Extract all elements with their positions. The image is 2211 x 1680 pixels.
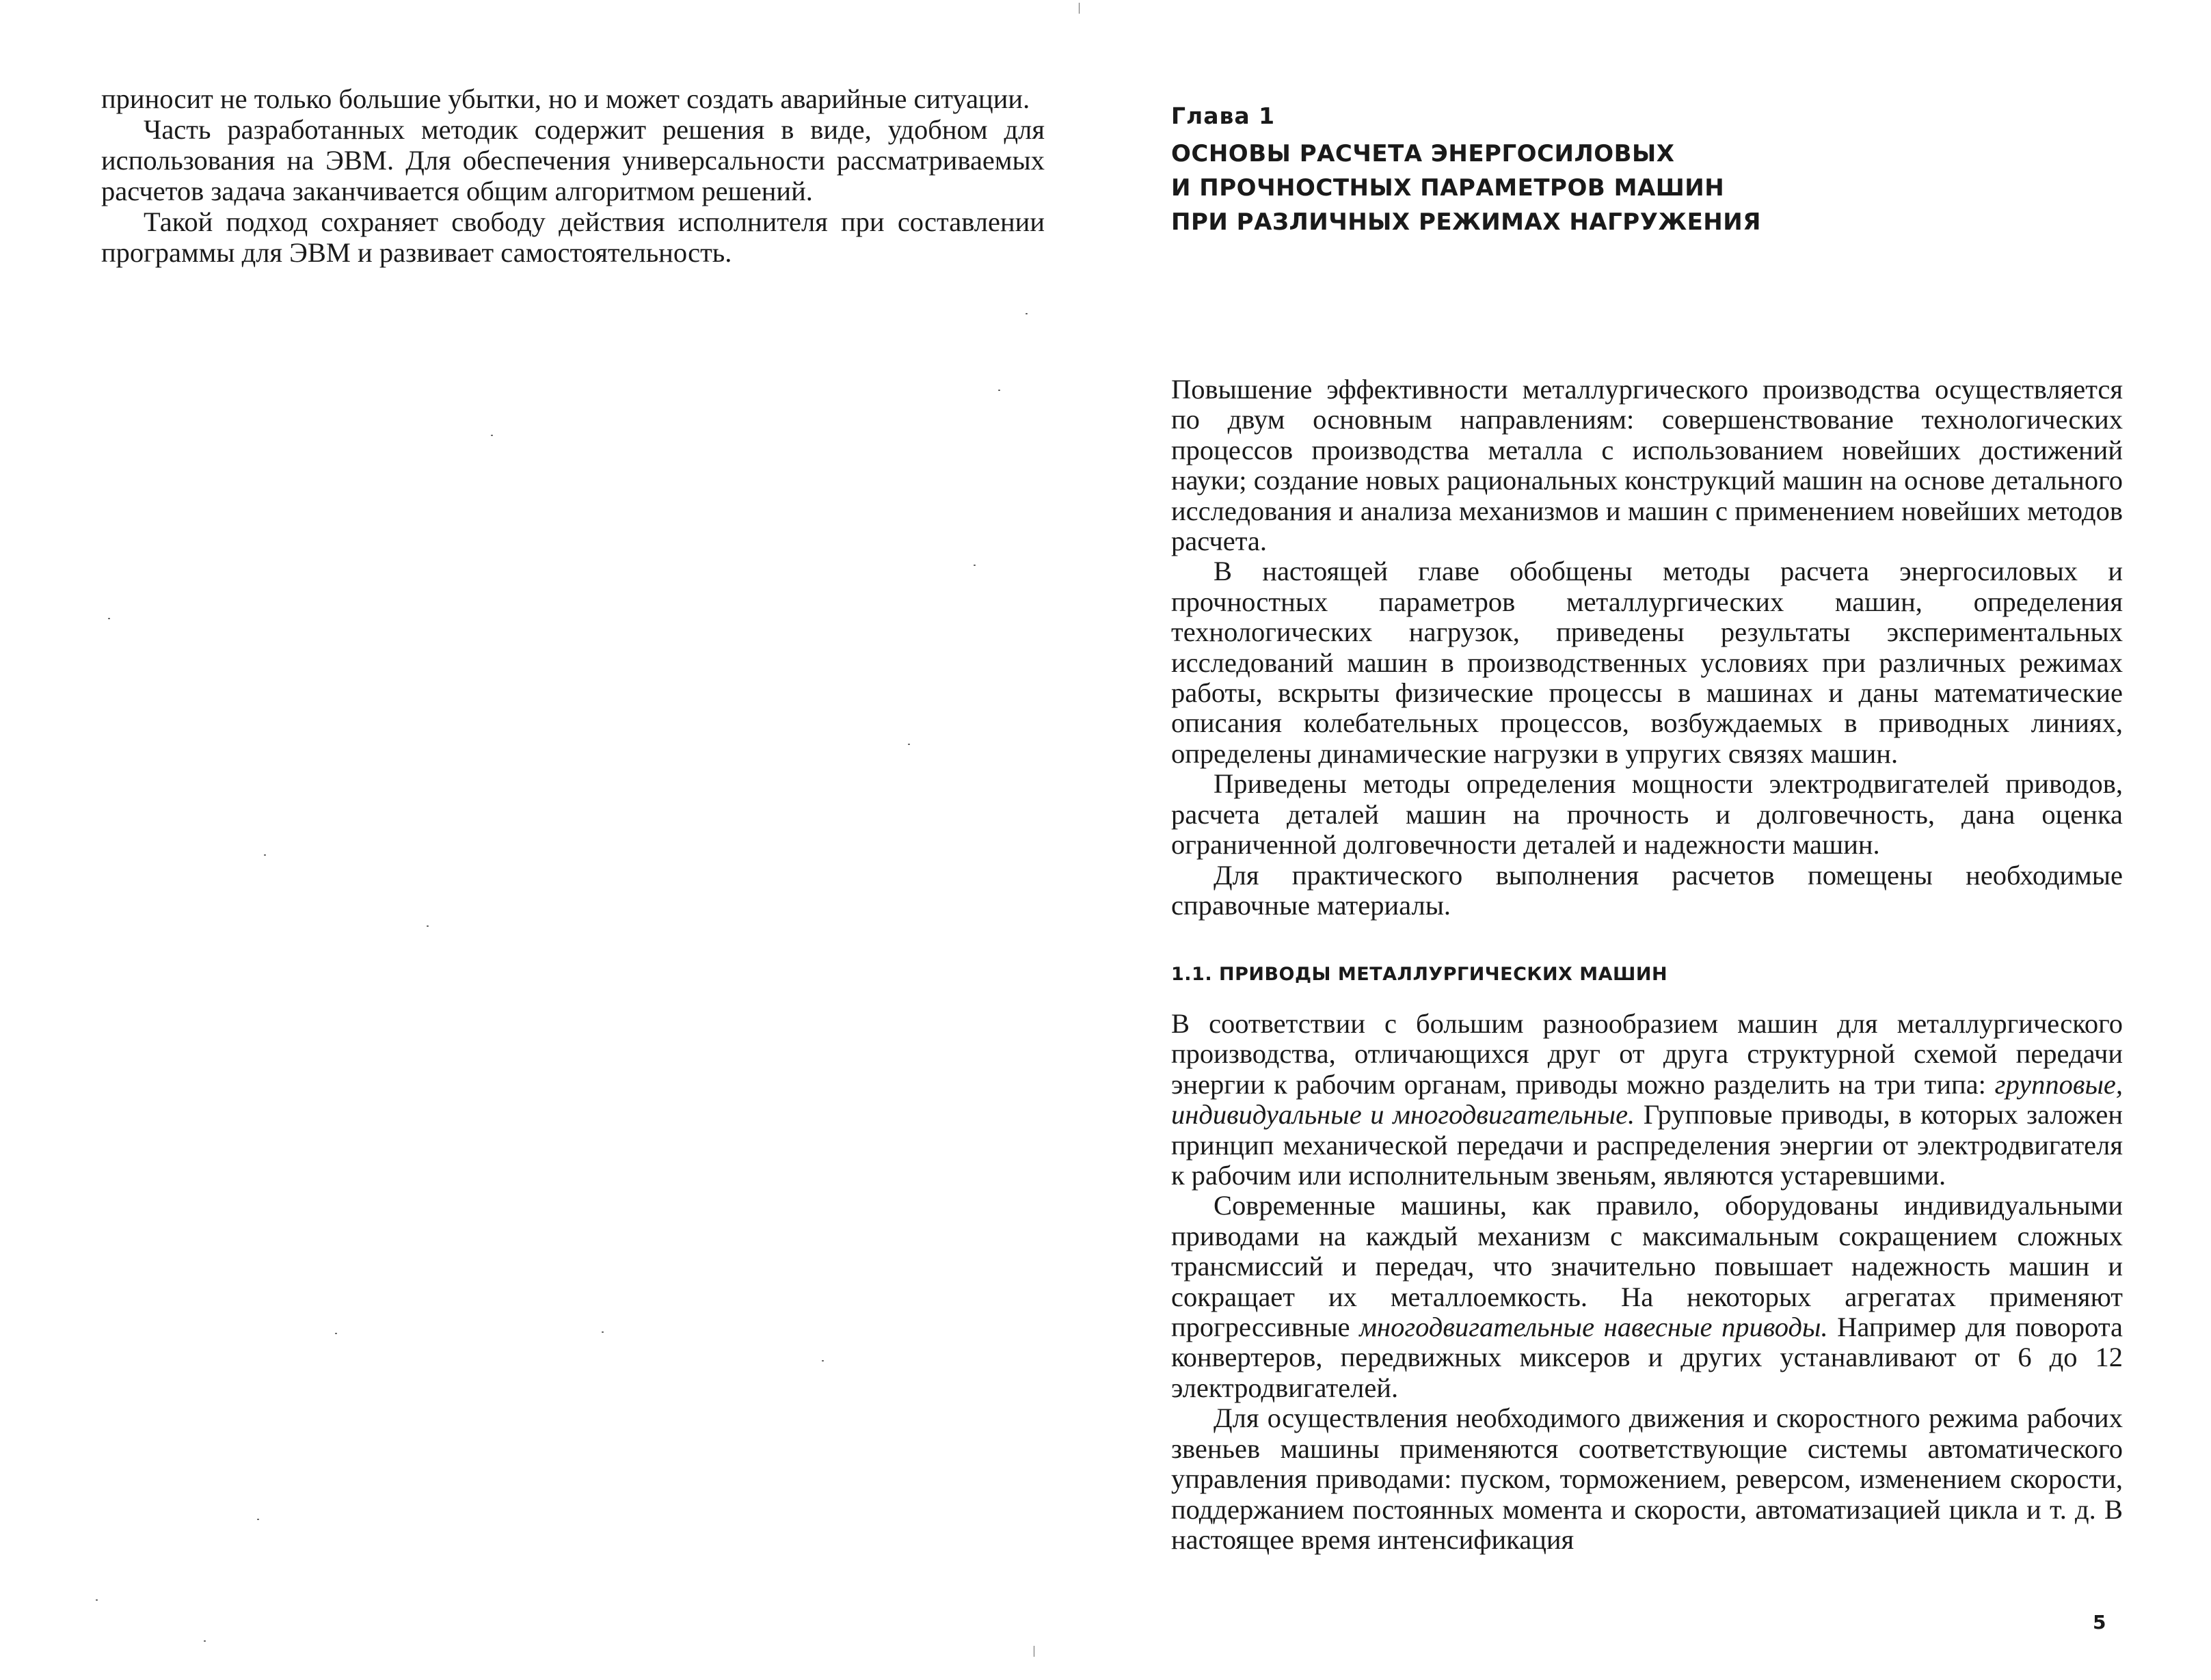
- paragraph-text: Групповые приводы, в которых заложен принцип механической передачи и распределения энергии от электродвигателя к рабочим или исполнительным звеньям, являются устаревшими.: [1171, 1099, 2123, 1191]
- emphasis-text: многодвигательные навесные приводы.: [1359, 1312, 1828, 1343]
- chapter-title-line: И ПРОЧНОСТНЫХ ПАРАМЕТРОВ МАШИН: [1171, 174, 1725, 202]
- intro-paragraph: Приведены методы определения мощности электродвигателей приводов, расчета деталей машин на прочность и долговечность, дана оценка ограниченной долговечности деталей и надежности машин.: [1171, 768, 2123, 861]
- scan-speck: [908, 744, 910, 745]
- paragraph-text: В соответствии с большим разнообразием машин для металлургического производства, отличающихся друг от друга структурной схемой передачи энергии к рабочим органам, приводы можно разделить на три типа:: [1171, 1008, 2123, 1100]
- section-paragraph: [1171, 1191, 2123, 1403]
- scan-speck: [96, 1599, 98, 1601]
- chapter-intro: [1171, 375, 2123, 921]
- chapter-title-line: ОСНОВЫ РАСЧЕТА ЭНЕРГОСИЛОВЫХ: [1171, 140, 1675, 167]
- scan-speck: [264, 854, 266, 856]
- intro-paragraph: Повышение эффективности металлургического производства осуществляется по двум основным направлениям: совершенствование технологических процессов производства металла с использованием новейших достижений науки; создание новых рациональных конструкций машин на основе детального исследования и анализа механизмов и машин с применением новейших методов расчета.: [1171, 374, 2123, 557]
- section-body: [1171, 1009, 2123, 1555]
- scan-speck: [108, 618, 110, 619]
- left-page-text: [101, 83, 1045, 268]
- chapter-title-line: ПРИ РАЗЛИЧНЫХ РЕЖИМАХ НАГРУЖЕНИЯ: [1171, 208, 1761, 236]
- right-page: [1106, 0, 2211, 1680]
- emphasis-text: групповые, индивидуальные и многодвигательные.: [1171, 1068, 2123, 1130]
- intro-paragraph: Для практического выполнения расчетов помещены необходимые справочные материалы.: [1171, 859, 2123, 921]
- scan-speck: [1079, 3, 1080, 14]
- left-paragraph: Часть разработанных методик содержит решения в виде, удобном для использования на ЭВМ. Для обеспечения универсальности рассматриваемых расчетов задача заканчивается общим алгоритмом решений.: [101, 114, 1045, 206]
- chapter-label: Глава 1: [1171, 103, 1276, 129]
- left-paragraph: Такой подход сохраняет свободу действия исполнителя при составлении программы для ЭВМ и развивает самостоятельность.: [101, 206, 1045, 268]
- left-paragraph: приносит не только большие убытки, но и может создать аварийные ситуации.: [101, 83, 1030, 114]
- scan-speck: [602, 1331, 604, 1333]
- scan-speck: [257, 1519, 259, 1520]
- section-paragraph: Для осуществления необходимого движения и скоростного режима рабочих звеньев машины применяются соответствующие системы автоматического управления приводами: пуском, торможением, реверсом, изменением скорости, поддержанием постоянных момента и скорости, автоматизацией цикла и т. д. В настоящее время интенсификация: [1171, 1403, 2123, 1555]
- chapter-title: [1171, 137, 1923, 239]
- scan-speck: [491, 435, 493, 436]
- scan-speck: [204, 1640, 206, 1642]
- scan-speck: [335, 1333, 337, 1334]
- paragraph-text: Современные машины, как правило, оборудованы индивидуальными приводами на каждый механизм с максимальным сокращением сложных трансмиссий и передач, что значительно повышает надежность машин и сокращает их металлоемкость. На некоторых агрегатах применяют прогрессивные: [1171, 1190, 2123, 1343]
- scan-speck: [998, 390, 1000, 391]
- section-heading: 1.1. ПРИВОДЫ МЕТАЛЛУРГИЧЕСКИХ МАШИН: [1171, 964, 1668, 985]
- scan-speck: [427, 925, 429, 927]
- scan-speck: [974, 565, 976, 566]
- scan-speck: [1026, 313, 1028, 314]
- section-paragraph: [1171, 1009, 2123, 1191]
- page-number: 5: [2093, 1611, 2106, 1634]
- paragraph-text: Например для поворота конвертеров, передвижных миксеров и других устанавливают от 6 до 12 электродвигателей.: [1171, 1312, 2123, 1403]
- intro-paragraph: В настоящей главе обобщены методы расчета энергосиловых и прочностных параметров металлургических машин, определения технологических нагрузок, приведены результаты экспериментальных исследований машин в производственных условиях при различных режимах работы, вскрыты физические процессы в машинах и даны математические описания колебательных процессов, возбуждаемых в приводных линиях, определены динамические нагрузки в упругих связях машин.: [1171, 556, 2123, 769]
- scan-speck: [822, 1360, 824, 1361]
